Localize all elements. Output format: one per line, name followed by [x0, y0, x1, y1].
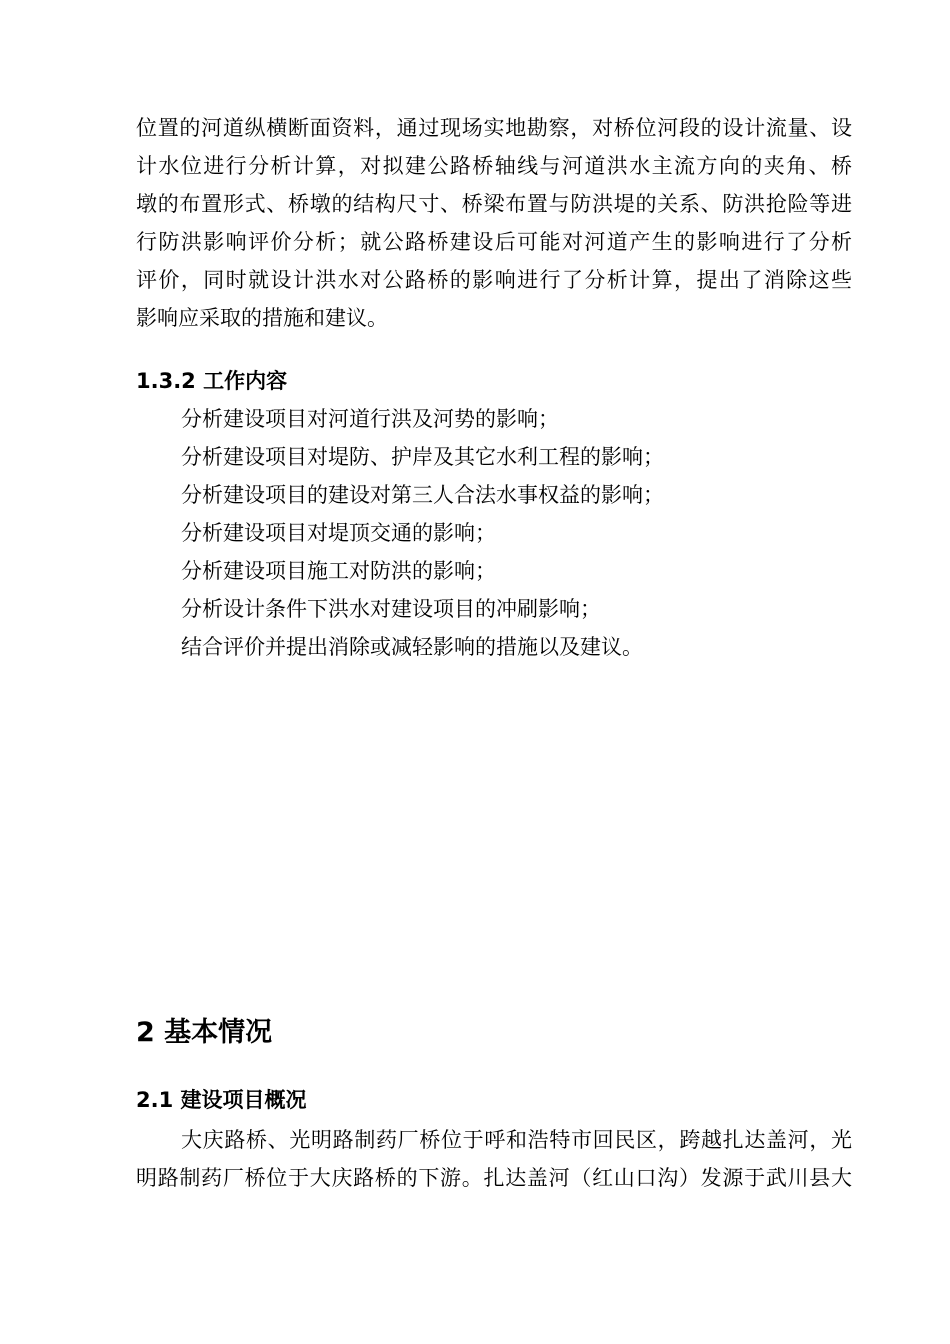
- list-item: 分析设计条件下洪水对建设项目的冲刷影响；: [181, 597, 601, 621]
- paragraph-line: 计水位进行分析计算，对拟建公路桥轴线与河道洪水主流方向的夹角、桥: [136, 154, 852, 178]
- paragraph-line: 评价，同时就设计洪水对公路桥的影响进行了分析计算，提出了消除这些: [136, 268, 852, 292]
- paragraph-line: 行防洪影响评价分析；就公路桥建设后可能对河道产生的影响进行了分析: [136, 230, 852, 254]
- paragraph-line: 位置的河道纵横断面资料，通过现场实地勘察，对桥位河段的设计流量、设: [136, 116, 852, 140]
- paragraph-line: 墩的布置形式、桥墩的结构尺寸、桥梁布置与防洪堤的关系、防洪抢险等进: [136, 192, 852, 216]
- list-item: 分析建设项目的建设对第三人合法水事权益的影响；: [181, 483, 664, 507]
- list-item: 结合评价并提出消除或减轻影响的措施以及建议。: [181, 635, 643, 659]
- list-item: 分析建设项目对河道行洪及河势的影响；: [181, 407, 559, 431]
- list-item: 分析建设项目对堤防、护岸及其它水利工程的影响；: [181, 445, 664, 469]
- paragraph-line: 明路制药厂桥位于大庆路桥的下游。扎达盖河（红山口沟）发源于武川县大: [136, 1166, 852, 1190]
- section-heading-2-1: 2.1 建设项目概况: [136, 1088, 307, 1112]
- list-item: 分析建设项目施工对防洪的影响；: [181, 559, 496, 583]
- paragraph-line: 影响应采取的措施和建议。: [136, 306, 388, 330]
- chapter-heading-2: 2 基本情况: [136, 1017, 273, 1048]
- section-heading-1-3-2: 1.3.2 工作内容: [136, 369, 288, 393]
- list-item: 分析建设项目对堤顶交通的影响；: [181, 521, 496, 545]
- paragraph-line: 大庆路桥、光明路制药厂桥位于呼和浩特市回民区，跨越扎达盖河，光: [181, 1128, 852, 1152]
